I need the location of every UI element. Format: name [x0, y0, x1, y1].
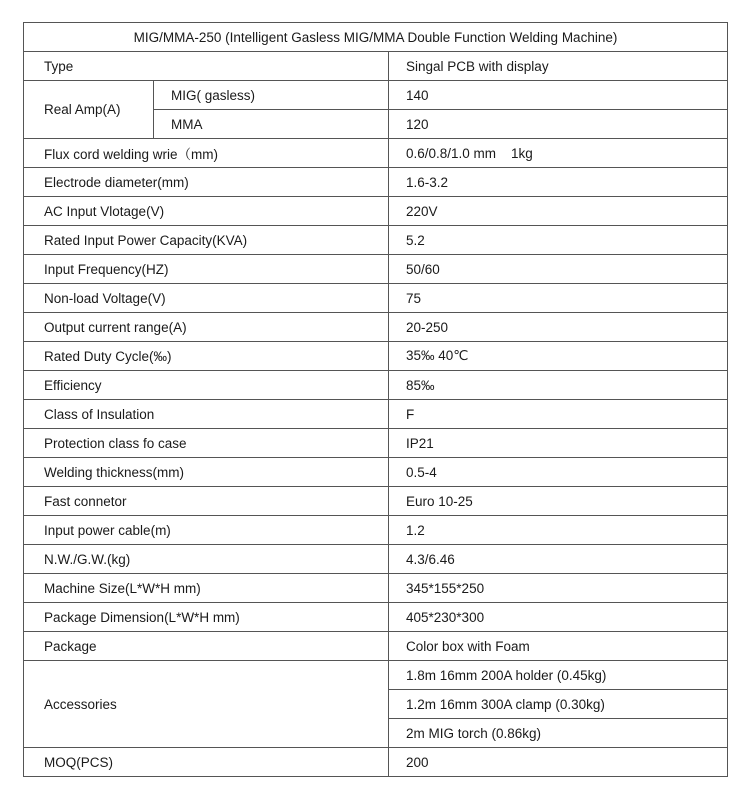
row-label: Input power cable(m)	[24, 516, 389, 545]
table-row	[24, 661, 728, 690]
row-label: Package Dimension(L*W*H mm)	[24, 603, 389, 632]
row-value: 405*230*300	[389, 603, 728, 632]
table-row	[24, 284, 728, 313]
row-label: AC Input Vlotage(V)	[24, 197, 389, 226]
row-value: F	[389, 400, 728, 429]
table-row	[24, 748, 728, 777]
row-label: Rated Input Power Capacity(KVA)	[24, 226, 389, 255]
title-row	[24, 23, 728, 52]
row-value: 75	[389, 284, 728, 313]
row-value: Euro 10-25	[389, 487, 728, 516]
row-label: Fast connetor	[24, 487, 389, 516]
table-row	[24, 139, 728, 168]
row-value: Singal PCB with display	[389, 52, 728, 81]
table-row	[24, 313, 728, 342]
row-value: 5.2	[389, 226, 728, 255]
table-row	[24, 603, 728, 632]
spec-table	[23, 22, 728, 777]
table-row	[24, 52, 728, 81]
table-row	[24, 168, 728, 197]
table-row	[24, 81, 728, 110]
table-row	[24, 458, 728, 487]
table-row	[24, 487, 728, 516]
row-value: 1.2	[389, 516, 728, 545]
table-row	[24, 545, 728, 574]
row-value: 20-250	[389, 313, 728, 342]
table-row	[24, 226, 728, 255]
row-label: N.W./G.W.(kg)	[24, 545, 389, 574]
row-value: 220V	[389, 197, 728, 226]
row-value: Color box with Foam	[389, 632, 728, 661]
table-row	[24, 197, 728, 226]
row-label: Welding thickness(mm)	[24, 458, 389, 487]
row-value: 35‰ 40℃	[389, 342, 728, 371]
row-value: 0.5-4	[389, 458, 728, 487]
accessory-item: 2m MIG torch (0.86kg)	[389, 719, 728, 748]
accessory-item: 1.8m 16mm 200A holder (0.45kg)	[389, 661, 728, 690]
row-value: 0.6/0.8/1.0 mm 1kg	[389, 139, 728, 168]
row-label: Class of Insulation	[24, 400, 389, 429]
row-label: Rated Duty Cycle(‰)	[24, 342, 389, 371]
table-row	[24, 574, 728, 603]
table-row	[24, 400, 728, 429]
row-value: 200	[389, 748, 728, 777]
row-label: Protection class fo case	[24, 429, 389, 458]
table-row	[24, 632, 728, 661]
row-label: Machine Size(L*W*H mm)	[24, 574, 389, 603]
row-label: Flux cord welding wrie（mm)	[24, 139, 389, 168]
row-label: Type	[24, 52, 389, 81]
accessory-item: 1.2m 16mm 300A clamp (0.30kg)	[389, 690, 728, 719]
row-value: 1.6-3.2	[389, 168, 728, 197]
row-sublabel: MIG( gasless)	[154, 81, 389, 110]
row-label: Accessories	[24, 661, 389, 748]
row-value: 345*155*250	[389, 574, 728, 603]
table-row	[24, 371, 728, 400]
table-row	[24, 342, 728, 371]
table-row	[24, 255, 728, 284]
row-label: Real Amp(A)	[24, 81, 154, 139]
row-label: Input Frequency(HZ)	[24, 255, 389, 284]
row-label: Electrode diameter(mm)	[24, 168, 389, 197]
row-label: Package	[24, 632, 389, 661]
table-row	[24, 516, 728, 545]
row-label: MOQ(PCS)	[24, 748, 389, 777]
row-value: IP21	[389, 429, 728, 458]
row-value: 4.3/6.46	[389, 545, 728, 574]
table-title: MIG/MMA-250 (Intelligent Gasless MIG/MMA Double Function Welding Machine)	[24, 23, 728, 52]
row-value: 85‰	[389, 371, 728, 400]
row-label: Efficiency	[24, 371, 389, 400]
row-value: 120	[389, 110, 728, 139]
row-value: 140	[389, 81, 728, 110]
row-sublabel: MMA	[154, 110, 389, 139]
row-value: 50/60	[389, 255, 728, 284]
row-label: Output current range(A)	[24, 313, 389, 342]
row-label: Non-load Voltage(V)	[24, 284, 389, 313]
table-row	[24, 429, 728, 458]
